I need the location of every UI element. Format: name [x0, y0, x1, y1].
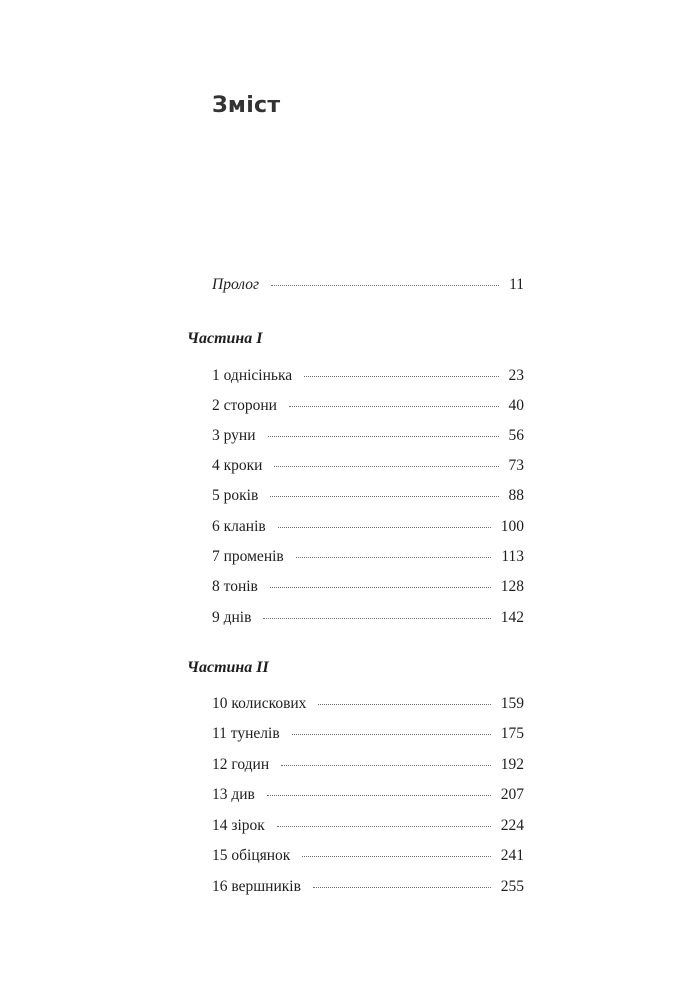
entry-label: 11 тунелів — [212, 725, 280, 742]
toc-entry-chapter-6[interactable] — [212, 518, 524, 540]
part-heading-2: Частина II — [187, 659, 269, 676]
dot-leader — [296, 557, 492, 558]
entry-page-number: 224 — [500, 817, 524, 834]
dot-leader — [304, 376, 498, 377]
dot-leader — [263, 618, 490, 619]
toc-entry-chapter-10[interactable] — [212, 695, 524, 717]
entry-label: 13 див — [212, 786, 255, 803]
entry-label: 14 зірок — [212, 817, 265, 834]
entry-label: Пролог — [212, 276, 260, 293]
dot-leader — [278, 527, 491, 528]
toc-entry-chapter-9[interactable] — [212, 609, 524, 631]
entry-page-number: 207 — [500, 786, 524, 803]
toc-entry-chapter-13[interactable] — [212, 786, 524, 808]
toc-entry-chapter-4[interactable] — [212, 457, 524, 479]
entry-page-number: 40 — [508, 397, 524, 414]
entry-label: 5 років — [212, 487, 259, 504]
toc-entry-chapter-12[interactable] — [212, 756, 524, 778]
entry-page-number: 113 — [501, 548, 524, 565]
toc-entry-chapter-7[interactable] — [212, 548, 524, 570]
entry-page-number: 255 — [500, 878, 524, 895]
entry-label: 9 днів — [212, 609, 252, 626]
dot-leader — [292, 734, 491, 735]
toc-entry-chapter-14[interactable] — [212, 817, 524, 839]
entry-label: 8 тонів — [212, 578, 258, 595]
entry-label: 7 променів — [212, 548, 284, 565]
dot-leader — [318, 704, 490, 705]
dot-leader — [302, 856, 490, 857]
dot-leader — [289, 406, 499, 407]
entry-page-number: 241 — [500, 847, 524, 864]
entry-label: 4 кроки — [212, 457, 263, 474]
part-heading-1: Частина I — [187, 330, 263, 347]
entry-page-number: 159 — [500, 695, 524, 712]
dot-leader — [274, 466, 498, 467]
entry-label: 10 колискових — [212, 695, 307, 712]
entry-label: 15 обіцянок — [212, 847, 291, 864]
entry-page-number: 175 — [500, 725, 524, 742]
entry-page-number: 192 — [500, 756, 524, 773]
toc-entry-prologue[interactable] — [212, 276, 524, 298]
dot-leader — [271, 285, 499, 286]
entry-page-number: 56 — [508, 427, 524, 444]
entry-page-number: 128 — [500, 578, 524, 595]
toc-title: Зміст — [212, 93, 281, 118]
entry-page-number: 142 — [500, 609, 524, 626]
toc-entry-chapter-11[interactable] — [212, 725, 524, 747]
toc-entry-chapter-2[interactable] — [212, 397, 524, 419]
dot-leader — [277, 826, 491, 827]
toc-entry-chapter-3[interactable] — [212, 427, 524, 449]
entry-page-number: 11 — [509, 276, 524, 293]
entry-page-number: 88 — [508, 487, 524, 504]
entry-page-number: 23 — [508, 367, 524, 384]
entry-label: 6 кланів — [212, 518, 266, 535]
toc-entry-chapter-15[interactable] — [212, 847, 524, 869]
entry-label: 12 годин — [212, 756, 270, 773]
dot-leader — [313, 887, 491, 888]
entry-label: 3 руни — [212, 427, 256, 444]
dot-leader — [270, 587, 491, 588]
entry-label: 16 вершників — [212, 878, 301, 895]
toc-entry-chapter-5[interactable] — [212, 487, 524, 509]
entry-page-number: 100 — [500, 518, 524, 535]
toc-entry-chapter-8[interactable] — [212, 578, 524, 600]
dot-leader — [267, 795, 491, 796]
dot-leader — [268, 436, 499, 437]
dot-leader — [281, 765, 491, 766]
toc-entry-chapter-16[interactable] — [212, 878, 524, 900]
entry-label: 1 однісінька — [212, 367, 293, 384]
toc-entry-chapter-1[interactable] — [212, 367, 524, 389]
entry-label: 2 сторони — [212, 397, 277, 414]
dot-leader — [270, 496, 498, 497]
entry-page-number: 73 — [508, 457, 524, 474]
